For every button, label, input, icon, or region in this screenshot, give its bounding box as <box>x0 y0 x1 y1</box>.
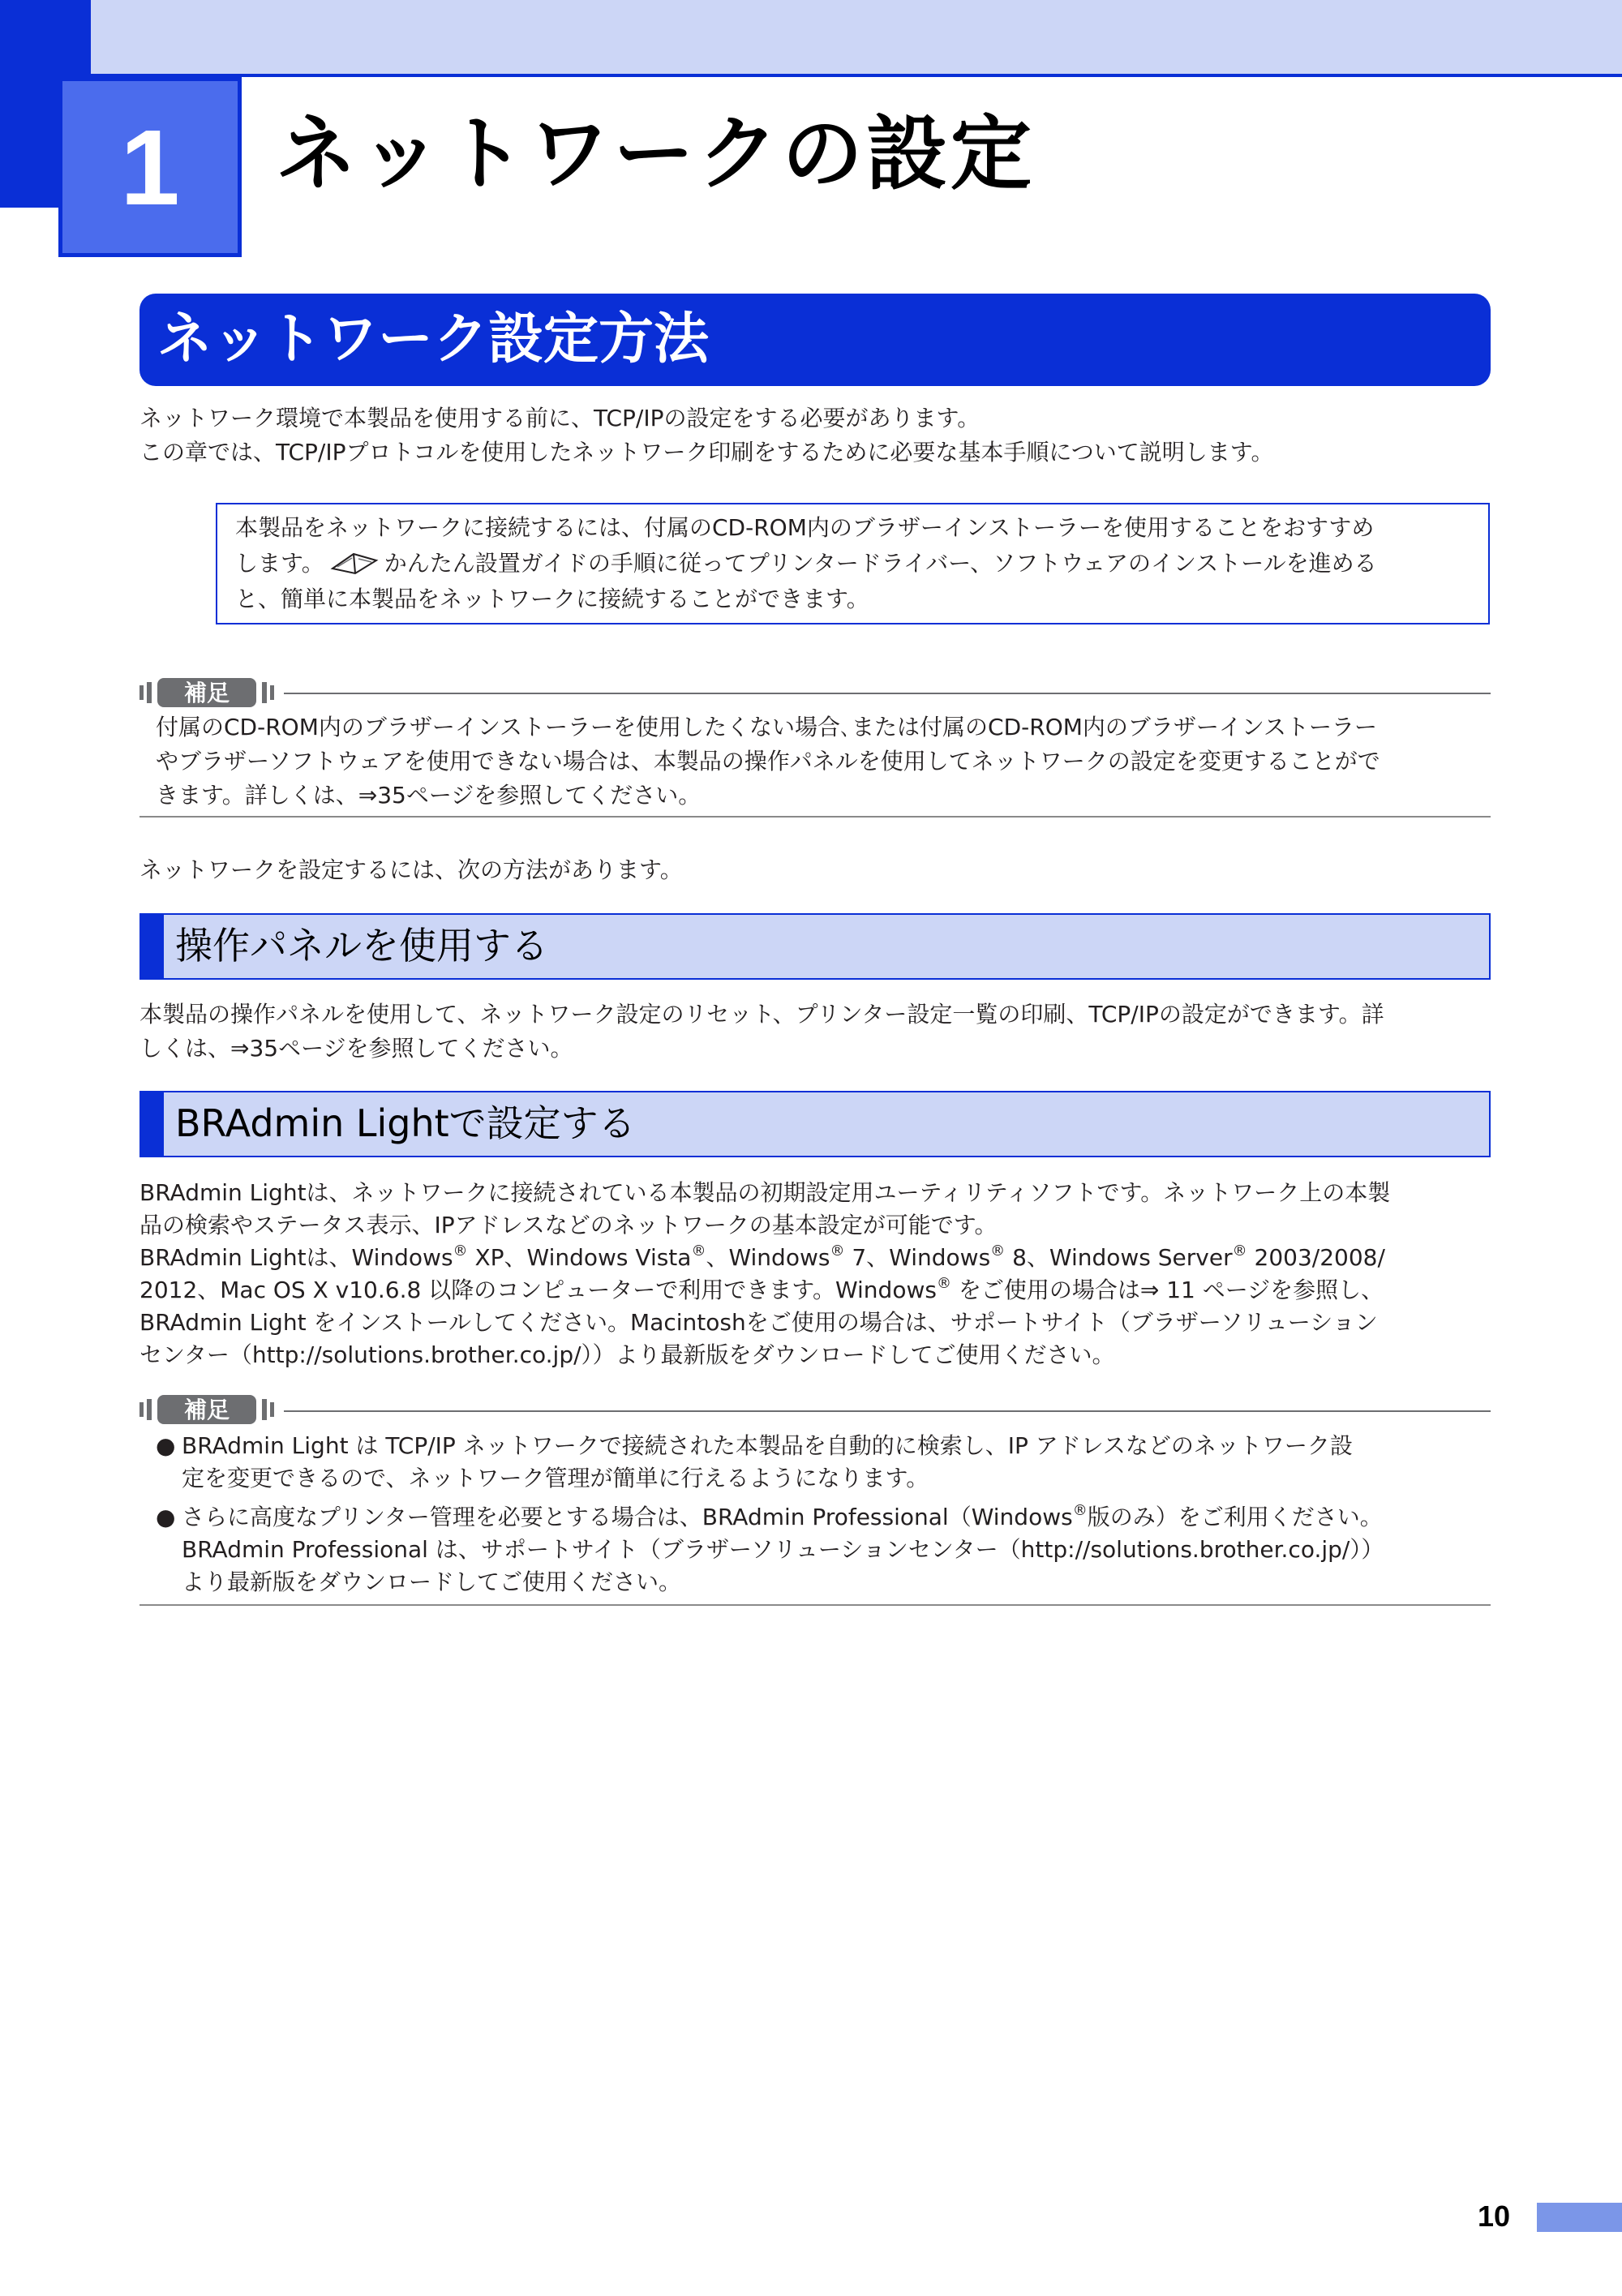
supplement2-item2-line-3: より最新版をダウンロードしてご使用ください。 <box>182 1569 682 1595</box>
bradmin-line-1: BRAdmin Lightは、ネットワークに接続されている本製品の初期設定用ユーティリティソフトです。ネットワーク上の本製 <box>139 1179 1391 1206</box>
supplement2-item2-line-1 <box>182 1500 1383 1534</box>
supplement-bottom-rule <box>139 1604 1491 1606</box>
registered-mark: ® <box>936 1274 951 1292</box>
bradmin-line-4a: 2012、Mac OS X v10.6.8 以降のコンピューターで利用できます。Windows <box>139 1277 937 1303</box>
bradmin-section-heading <box>139 1091 1491 1157</box>
panel-line-1: 本製品の操作パネルを使用して、ネットワーク設定のリセット、プリンター設定一覧の印刷、TCP/IPの設定ができます。詳 <box>139 1001 1384 1028</box>
bradmin-line-4 <box>139 1273 1384 1307</box>
chapter-number: 1 <box>120 107 180 227</box>
supplement2-bullet-2: ● <box>156 1504 176 1530</box>
supplement-label-text: 補足 <box>183 680 230 706</box>
registered-mark: ® <box>990 1242 1006 1260</box>
guide-book-icon <box>329 551 380 575</box>
bradmin-line-3f: 2003/2008/ <box>1247 1244 1385 1271</box>
bradmin-line-3b: XP、Windows Vista <box>467 1244 692 1271</box>
section-banner <box>139 294 1491 386</box>
bradmin-line-3c: 、Windows <box>706 1244 830 1271</box>
page-number: 10 <box>1478 2199 1511 2233</box>
page-tab-marker <box>1537 2203 1622 2232</box>
supplement1-line-2: やブラザーソフトウェアを使用できない場合は、本製品の操作パネルを使用してネットワークの設定を変更することがで <box>156 748 1380 775</box>
chapter-title: ネットワークの設定 <box>276 106 1035 201</box>
bradmin-line-4b: をご使用の場合は⇒ 11 ページを参照し、 <box>950 1277 1384 1303</box>
supplement-label-icon <box>138 1392 276 1427</box>
bradmin-line-3e: 8、Windows Server <box>1005 1244 1233 1271</box>
bradmin-line-5: BRAdmin Light をインストールしてください。Macintoshをご使用の場合は、サポートサイト（ブラザーソリューション <box>139 1309 1378 1336</box>
methods-intro: ネットワークを設定するには、次の方法があります。 <box>139 856 683 883</box>
panel-line-2: しくは、⇒35ページを参照してください。 <box>139 1035 573 1062</box>
supplement-bottom-rule <box>139 816 1491 818</box>
registered-mark: ® <box>1232 1242 1247 1260</box>
bradmin-line-6: センター（http://solutions.brother.co.jp/））より最新版をダウンロードしてご使用ください。 <box>139 1341 1115 1368</box>
section-title: ネットワーク設定方法 <box>157 307 710 371</box>
supplement-divider <box>284 693 1491 694</box>
supplement2-item2-line-2: BRAdmin Professional は、サポートサイト（ブラザーソリューションセンター（http://solutions.brother.co.jp/）） <box>182 1536 1384 1563</box>
supplement2-item2-line-1b: 版のみ）をご利用ください。 <box>1087 1504 1383 1530</box>
chapter-number-box <box>58 77 242 257</box>
supplement2-item1-line-2: 定を変更できるので、ネットワーク管理が簡単に行えるようになります。 <box>182 1465 929 1491</box>
intro-line-1: ネットワーク環境で本製品を使用する前に、TCP/IPの設定をする必要があります。 <box>139 405 980 431</box>
bradmin-section-title: BRAdmin Lightで設定する <box>175 1101 636 1145</box>
note-line-2-start: します。 <box>235 550 324 577</box>
intro-line-2: この章では、TCP/IPプロトコルを使用したネットワーク印刷をするために必要な基本手順について説明します。 <box>139 439 1274 466</box>
note-line-2-end: かんたん設置ガイドの手順に従ってプリンタードライバー、ソフトウェアのインストールを進める <box>384 550 1377 577</box>
registered-mark: ® <box>453 1242 468 1260</box>
bradmin-line-3 <box>139 1241 1385 1275</box>
registered-mark: ® <box>1072 1501 1088 1519</box>
supplement1-line-3: きます。詳しくは、⇒35ページを参照してください。 <box>156 782 702 809</box>
registered-mark: ® <box>830 1242 845 1260</box>
supplement-divider <box>284 1410 1491 1412</box>
note-line-1: 本製品をネットワークに接続するには、付属のCD-ROM内のブラザーインストーラーを使用することをおすすめ <box>235 514 1375 541</box>
note-line-3: と、簡単に本製品をネットワークに接続することができます。 <box>235 586 869 612</box>
note-line-2 <box>235 547 1377 581</box>
bradmin-line-3a: BRAdmin Lightは、Windows <box>139 1244 453 1271</box>
registered-mark: ® <box>691 1242 706 1260</box>
top-header-band <box>0 0 1622 77</box>
supplement2-bullet-1: ● <box>156 1432 176 1459</box>
supplement-label-text: 補足 <box>183 1397 230 1423</box>
supplement1-line-1: 付属のCD-ROM内のブラザーインストーラーを使用したくない場合､または付属のCD-ROM内のブラザーインストーラー <box>156 714 1378 740</box>
supplement-label-icon <box>138 675 276 710</box>
bradmin-line-3d: 7、Windows <box>844 1244 991 1271</box>
supplement2-item1-line-1: BRAdmin Light は TCP/IP ネットワークで接続された本製品を自動的に検索し、IP アドレスなどのネットワーク設 <box>182 1432 1353 1459</box>
panel-section-title: 操作パネルを使用する <box>175 924 548 968</box>
supplement2-item2-line-1a: さらに高度なプリンター管理を必要とする場合は、BRAdmin Professional（Windows <box>182 1504 1073 1530</box>
panel-section-heading <box>139 913 1491 980</box>
bradmin-line-2: 品の検索やステータス表示、IPアドレスなどのネットワークの基本設定が可能です。 <box>139 1212 998 1238</box>
